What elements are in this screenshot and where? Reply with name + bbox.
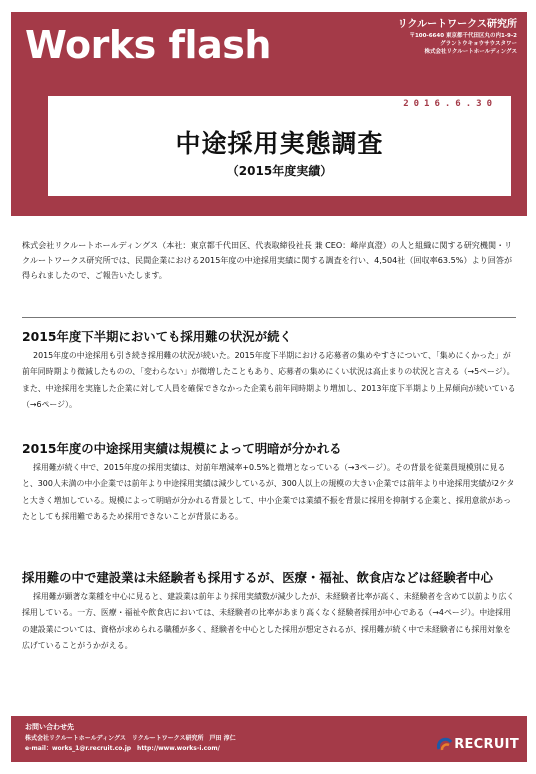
org-name: リクルートワークス研究所 — [397, 19, 517, 30]
header-banner — [11, 12, 527, 216]
org-block — [398, 18, 517, 56]
footer-bar — [11, 716, 527, 762]
recruit-mark-icon — [437, 736, 453, 752]
section-body: 採用難が顕著な業種を中心に見ると、建設業は前年より採用実績数が減少したが、未経験者比率が高く、未経験者を含めて以前より広く採用している。一方、医療・福祉や飲食店においては、未経験者の比率があまり高くなく経験者採用が中心である（→4ページ）。中途採用の建設業については、資格が求められる職種が多く、経験者を中心とした採用が想定されるが、採用難が続く中で未経験者にも採用対象を広げていることがうかがえる。 — [22, 592, 515, 651]
org-address-1: 〒100-6640 東京都千代田区丸の内1-9-2 — [409, 33, 517, 39]
section-heading: 採用難の中で建設業は未経験者も採用するが、医療・福祉、飲食店などは経験者中心 — [22, 570, 493, 585]
section-1 — [22, 326, 518, 414]
title-box — [48, 96, 511, 196]
org-address-2: グラントウキョウサウスタワー — [440, 41, 517, 47]
contact-label: お問い合わせ先 — [25, 723, 74, 731]
section-2 — [22, 438, 518, 526]
recruit-logo — [437, 736, 519, 752]
divider — [22, 317, 516, 318]
page-title: 中途採用実態調査 — [175, 129, 384, 158]
org-address-3: 株式会社リクルートホールディングス — [424, 49, 517, 55]
intro-paragraph: 株式会社リクルートホールディングス（本社：東京都千代田区、代表取締役社長 兼 CEO：峰岸真澄）の人と組織に関する研究機関・リクルートワークス研究所では、民間企業における2015年度の中途採用実績に関する調査を行い、4,504社（回収率63.5%）より回答が得られましたので、ご報告いたします。 — [22, 240, 513, 280]
section-3 — [22, 566, 518, 655]
contact-email: e-mail：works_1@r.recruit.co.jp http://www.works-i.com/ — [25, 745, 220, 752]
works-flash-logo: Works flash — [25, 23, 271, 67]
section-body: 2015年度の中途採用も引き続き採用難の状況が続いた。2015年度下半期における応募者の集めやすさについて、「集めにくかった」が前年同時期より微減したものの、「変わらない」が微増したこともあり、応募者の集めにくい状況は高止まりの状況と言える（→5ページ）。また、中途採用を実施した企業に対して人員を確保できなかった企業も前年同時期より増加し、2013年度下半期より上昇傾向が続いている（→6ページ）。 — [22, 351, 516, 410]
recruit-wordmark: RECRUIT — [454, 736, 519, 752]
section-heading: 2015年度下半期においても採用難の状況が続く — [22, 329, 292, 344]
page-subtitle: （2015年度実績） — [226, 164, 333, 178]
section-heading: 2015年度の中途採用実績は規模によって明暗が分かれる — [22, 441, 342, 456]
contact-line: 株式会社リクルートホールディングス リクルートワークス研究所 戸田 淳仁 — [25, 735, 236, 742]
release-date: 2016.6.30 — [403, 99, 497, 109]
section-body: 採用難が続く中で、2015年度の採用実績は、対前年増減率+0.5%と微増となっている（→3ページ）。その背景を従業員規模別に見ると、300人未満の中小企業では前年より中途採用実績は減少しているが、300人以上の規模の大きい企業では前年より中途採用実績が2ケタと大きく増加している。規模によって明暗が分かれる背景として、中小企業では業績不振を背景に採用を抑制する企業と、採用意欲があったとしても採用難であるため採用できないことが背景にある。 — [22, 463, 515, 522]
